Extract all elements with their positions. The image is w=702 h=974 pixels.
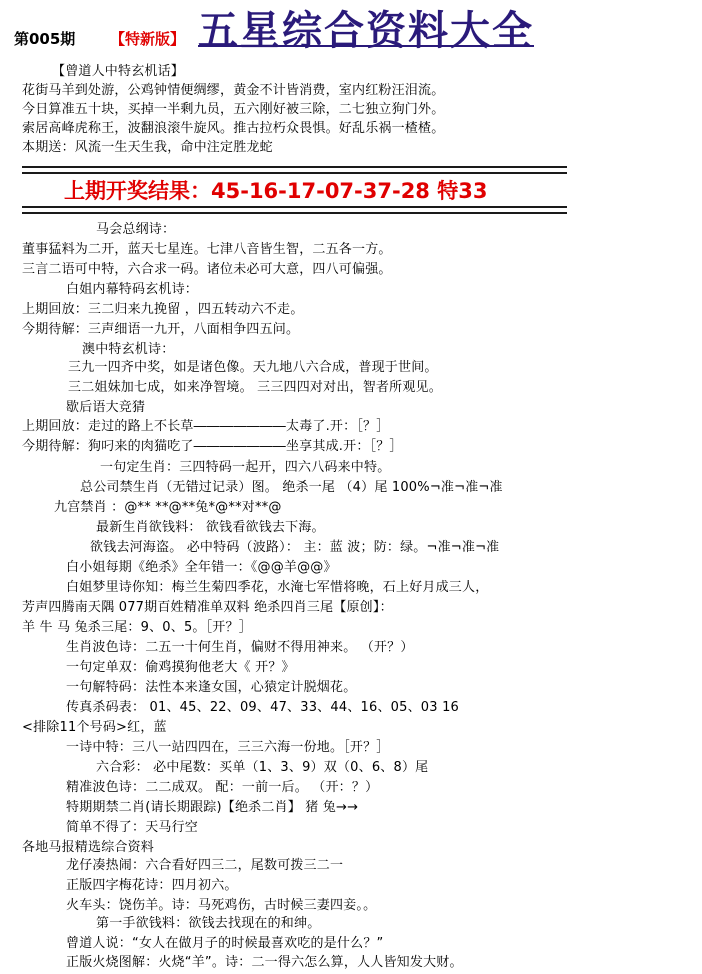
section-heading: 歇后语大竞猜 xyxy=(66,400,146,415)
text-line: 九宫禁肖 ：@** **@**兔*@**对**@ xyxy=(54,500,282,515)
divider xyxy=(22,206,567,214)
edition-tag: 【特新版】 xyxy=(110,30,186,48)
section-heading: 各地马报精选综合资料 xyxy=(22,840,155,855)
section-heading: 【曾道人中特玄机话】 xyxy=(52,64,185,79)
text-line: 生肖波色诗：二五一十何生肖，偏财不得用神来。 （开？） xyxy=(66,640,414,655)
text-line: 特期期禁二肖(请长期跟踪)【绝杀二肖】 猪 兔→→ xyxy=(66,800,359,815)
text-line: 一句定单双：偷鸡摸狗他老大《 开？》 xyxy=(66,660,295,675)
text-line: 精准波色诗：二二成双。 配：一前一后。 （开：？） xyxy=(66,780,379,795)
text-line: 最新生肖欲钱料： 欲钱看欲钱去下海。 xyxy=(96,520,325,535)
text-line: 曾道人说：“女人在做月子的时候最喜欢吃的是什么？” xyxy=(66,936,384,951)
text-line: 正版火烧图解：火烧“羊”。诗：二一得六怎么算，人人皆知发大财。 xyxy=(66,955,463,970)
text-line: 正版四字梅花诗：四月初六。 xyxy=(66,878,238,893)
text-line: 六合彩： 必中尾数：买单（1、3、9）双（0、6、8）尾 xyxy=(96,760,429,775)
text-line: 羊 牛 马 兔杀三尾：9、0、5。［开？］ xyxy=(22,620,252,635)
poem-line: 今日算准五十块，买掉一半剩九员，五六刚好被三除，二七独立狗门外。 xyxy=(22,102,445,117)
draw-result: 上期开奖结果：45-16-17-07-37-28 特33 xyxy=(64,179,488,203)
text-line: 龙仔凑热闹：六合看好四三二，尾数可拨三二一 xyxy=(66,858,344,873)
text-line: 传真杀码表： 01、45、22、09、47、33、44、16、05、03 16 xyxy=(66,700,460,715)
text-line: 一诗中特：三八一站四四在，三三六海一份地。［开？］ xyxy=(66,740,390,755)
text-line: 简单不得了：天马行空 xyxy=(66,820,199,835)
section-heading: 马会总纲诗： xyxy=(96,222,176,237)
poem-line: 花街马羊到处游，公鸡钟情便绸缪，黄金不计皆消费，室内红粉汪泪流。 xyxy=(22,83,445,98)
text-line: 白小姐每期《绝杀》全年错一：《@@羊@@》 xyxy=(66,560,337,575)
text-line: 第一手欲钱料：欲钱去找现在的和绅。 xyxy=(96,916,321,931)
poem-line: 三言二语可中特，六合求一码。诸位未必可大意，四八可偏强。 xyxy=(22,262,392,277)
divider xyxy=(22,166,567,174)
text-line: 总公司禁生肖（无错过记录）图。 绝杀一尾 （4）尾 100%¬准¬准¬准 xyxy=(80,480,503,495)
text-line: <排除11个号码>红，蓝 xyxy=(22,720,167,735)
riddle-line: 今期待解：狗叼来的肉猫吃了―――――――坐享其成.开：［？］ xyxy=(22,439,403,454)
poem-line: 三九一四齐中奖，如是诸色像。天九地八六合成，普现于世间。 xyxy=(68,360,438,375)
poem-line: 今期待解：三声细语一九开，八面相争四五问。 xyxy=(22,322,300,337)
text-line: 芳声四腾南天隅 077期百姓精准单双料 绝杀四肖三尾【原创】： xyxy=(22,600,393,615)
section-heading: 白姐内幕特码玄机诗： xyxy=(66,282,199,297)
poem-line: 本期送：风流一生天生我，命中注定胜龙蛇 xyxy=(22,140,273,155)
text-line: 一句定生肖：三四特码一起开，四六八码来中特。 xyxy=(100,460,391,475)
riddle-line: 上期回放：走过的路上不长草―――――――太毒了.开：［？］ xyxy=(22,419,390,434)
page-title: 五星综合资料大全 xyxy=(198,8,534,54)
poem-line: 三二姐妹加七成，如来净智境。 三三四四对对出，智者所观见。 xyxy=(68,380,442,395)
text-line: 一句解特码：法性本来逢女国，心猿定计脱烟花。 xyxy=(66,680,357,695)
poem-line: 索居高峰虎称王，波翻浪滚牛旋风。推古拉朽众畏惧。好乱乐祸一楂楂。 xyxy=(22,121,445,136)
text-line: 白姐梦里诗你知：梅兰生菊四季花，水淹七军惜将晚，石上好月成三人， xyxy=(66,580,489,595)
poem-line: 上期回放：三二归来九挽留 ，四五转动六不走。 xyxy=(22,302,304,317)
issue-number: 第005期 xyxy=(14,30,76,48)
text-line: 火车头：饶伤羊。诗：马死鸡伤，古时候三妻四妾。。 xyxy=(66,898,377,913)
poem-line: 董事猛料为二开，蓝天七星连。七津八音皆生智，二五各一方。 xyxy=(22,242,392,257)
text-line: 欲钱去河海盗。 必中特码（波路）： 主：蓝 波；防：绿。¬准¬准¬准 xyxy=(90,540,500,555)
section-heading: 澳中特玄机诗： xyxy=(82,342,175,357)
